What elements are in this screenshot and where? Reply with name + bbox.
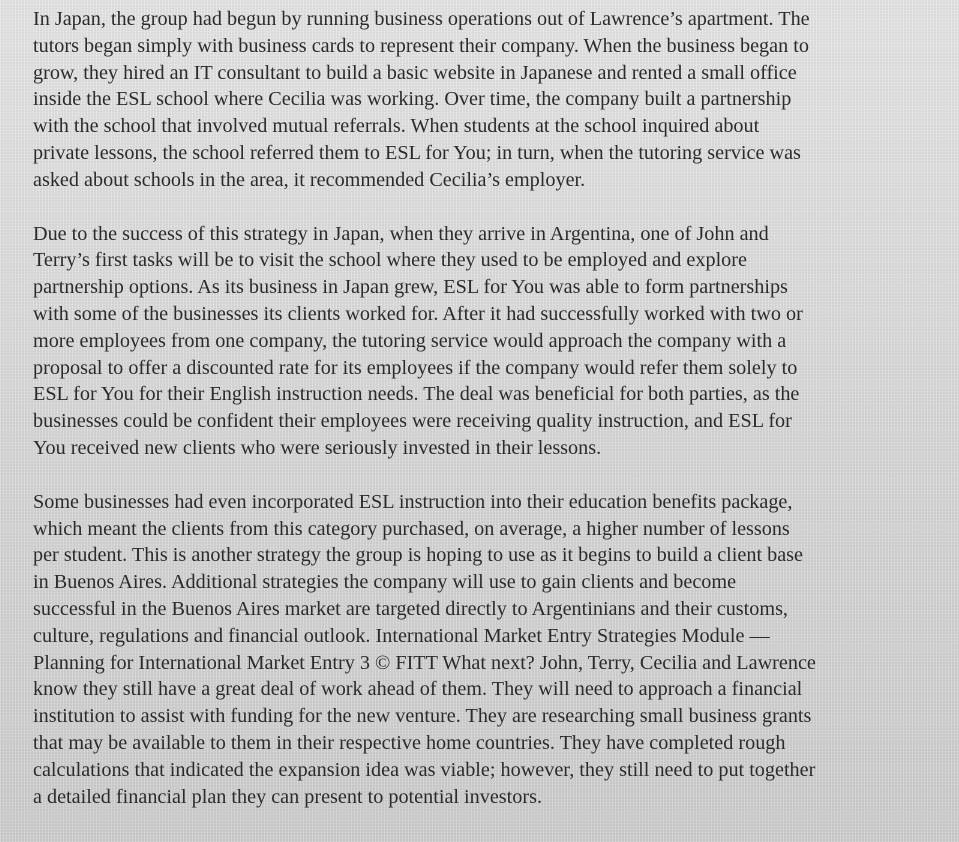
text-line: more employees from one company, the tutoring service would approach the company with a [33, 329, 787, 352]
text-line: which meant the clients from this category purchased, on average, a higher number of lessons [33, 517, 790, 540]
text-line: tutors began simply with business cards to represent their company. When the business began to [33, 34, 809, 57]
text-line: in Buenos Aires. Additional strategies the company will use to gain clients and become [33, 571, 737, 594]
text-line: private lessons, the school referred them to ESL for You; in turn, when the tutoring service was [33, 141, 801, 164]
paragraph-japan-operations [33, 6, 948, 194]
text-line: that may be available to them in their respective home countries. They have completed rough [33, 731, 786, 754]
text-line: successful in the Buenos Aires market are targeted directly to Argentinians and their customs, [33, 597, 788, 620]
text-line: grow, they hired an IT consultant to build a basic website in Japanese and rented a small office [33, 61, 797, 84]
text-line: Some businesses had even incorporated ESL instruction into their education benefits package, [33, 490, 793, 513]
text-line: You received new clients who were seriously invested in their lessons. [33, 436, 602, 459]
text-line: Planning for International Market Entry 3 © FITT What next? John, Terry, Cecilia and Lawrence [33, 651, 816, 674]
document-body [33, 6, 948, 837]
text-line: with some of the businesses its clients worked for. After it had successfully worked with two or [33, 302, 803, 325]
text-line: know they still have a great deal of work ahead of them. They will need to approach a financial [33, 678, 803, 701]
text-line: Terry’s first tasks will be to visit the school where they used to be employed and explore [33, 249, 747, 272]
text-line: per student. This is another strategy the group is hoping to use as it begins to build a client base [33, 544, 803, 567]
text-line: institution to assist with funding for the new venture. They are researching small business grants [33, 705, 812, 728]
paragraph-business-benefits [33, 489, 948, 811]
text-line: ESL for You for their English instruction needs. The deal was beneficial for both parties, as the [33, 383, 800, 406]
text-line: businesses could be confident their employees were receiving quality instruction, and ESL for [33, 410, 792, 433]
text-line: In Japan, the group had begun by running business operations out of Lawrence’s apartment. The [33, 8, 810, 30]
text-line: calculations that indicated the expansion idea was viable; however, they still need to put together [33, 758, 816, 781]
text-line: proposal to offer a discounted rate for its employees if the company would refer them solely to [33, 356, 798, 379]
text-line: inside the ESL school where Cecilia was working. Over time, the company built a partnership [33, 88, 792, 111]
text-line: culture, regulations and financial outlook. International Market Entry Strategies Module — [33, 624, 770, 647]
text-line: Due to the success of this strategy in Japan, when they arrive in Argentina, one of John and [33, 222, 769, 245]
text-line: a detailed financial plan they can present to potential investors. [33, 785, 542, 808]
text-line: with the school that involved mutual referrals. When students at the school inquired about [33, 115, 760, 138]
text-line: partnership options. As its business in Japan grew, ESL for You was able to form partnerships [33, 276, 788, 299]
paragraph-argentina-strategy [33, 221, 948, 462]
text-line: asked about schools in the area, it recommended Cecilia’s employer. [33, 168, 586, 191]
